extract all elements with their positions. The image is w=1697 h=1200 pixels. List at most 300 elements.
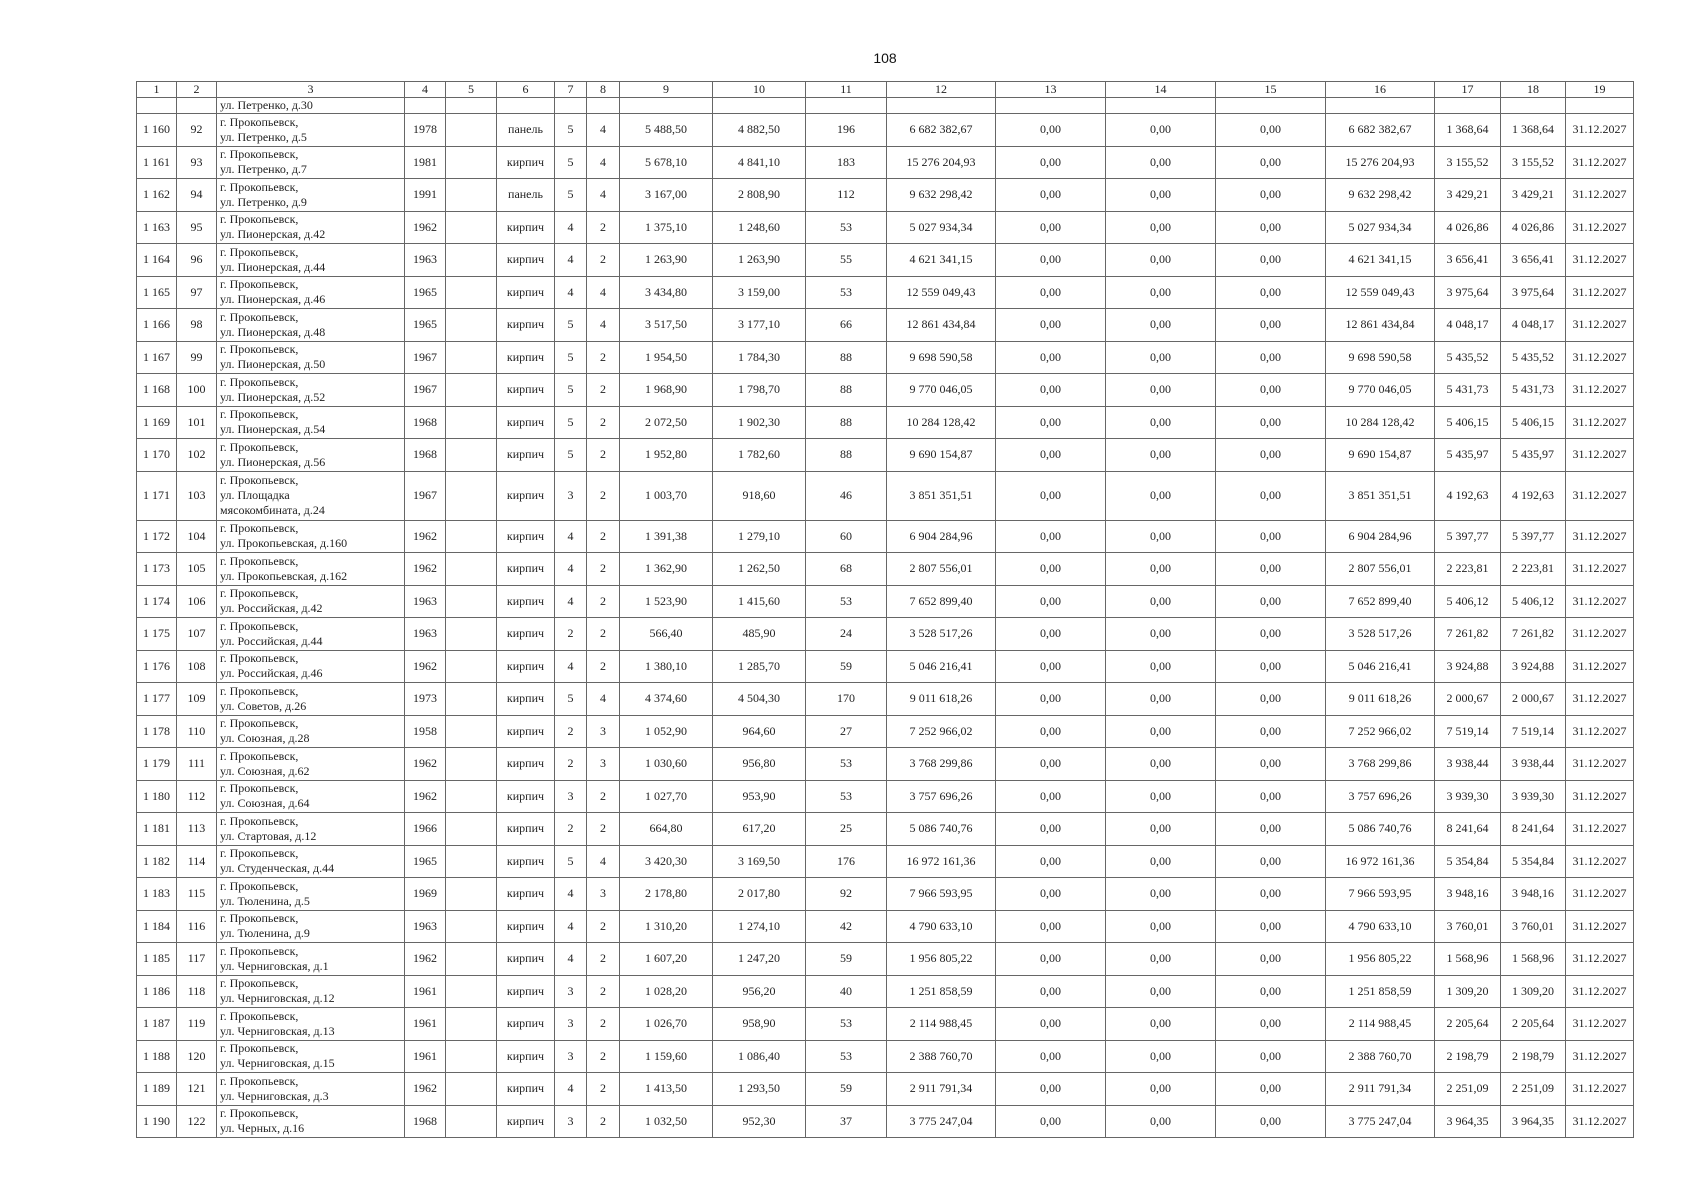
address-line: ул. Черниговская, д.15 xyxy=(220,1056,335,1071)
column16-cell: 16 972 161,36 xyxy=(1326,845,1435,878)
floors-cell: 4 xyxy=(555,1073,587,1106)
address-line: ул. Стартовая, д.12 xyxy=(220,828,317,843)
column13-cell: 0,00 xyxy=(996,471,1106,520)
column18-cell: 4 192,63 xyxy=(1501,471,1566,520)
column18-cell: 2 198,79 xyxy=(1501,1040,1566,1073)
address-cell xyxy=(217,553,405,586)
column-header: 4 xyxy=(405,82,446,98)
column18-cell: 3 924,88 xyxy=(1501,650,1566,683)
entrances-cell: 4 xyxy=(587,179,620,212)
column15-cell: 0,00 xyxy=(1216,585,1326,618)
column14-cell: 0,00 xyxy=(1106,618,1216,651)
table-row xyxy=(137,585,1634,618)
entrances-cell: 2 xyxy=(587,244,620,277)
column12-cell: 7 966 593,95 xyxy=(887,878,996,911)
column11-cell: 40 xyxy=(806,975,887,1008)
column12-cell: 3 757 696,26 xyxy=(887,780,996,813)
address-line: ул. Петренко, д.9 xyxy=(220,194,307,209)
column14-cell: 0,00 xyxy=(1106,244,1216,277)
address-cell xyxy=(217,1073,405,1106)
material-cell: кирпич xyxy=(497,845,555,878)
column14-cell: 0,00 xyxy=(1106,975,1216,1008)
column13-cell: 0,00 xyxy=(996,683,1106,716)
entrances-cell: 2 xyxy=(587,585,620,618)
address-cell xyxy=(217,845,405,878)
year-cell: 1967 xyxy=(405,374,446,407)
column11-cell: 170 xyxy=(806,683,887,716)
column15-cell: 0,00 xyxy=(1216,439,1326,472)
column10-cell: 1 263,90 xyxy=(713,244,806,277)
deadline-cell: 31.12.2027 xyxy=(1566,683,1634,716)
column17-cell: 5 435,52 xyxy=(1435,341,1501,374)
column18-cell: 1 368,64 xyxy=(1501,114,1566,147)
column5-cell xyxy=(446,683,497,716)
column13-cell: 0,00 xyxy=(996,585,1106,618)
table-row xyxy=(137,878,1634,911)
column13-cell: 0,00 xyxy=(996,146,1106,179)
floors-cell: 3 xyxy=(555,1040,587,1073)
column17-cell: 8 241,64 xyxy=(1435,813,1501,846)
column13-cell: 0,00 xyxy=(996,341,1106,374)
column16-cell: 2 807 556,01 xyxy=(1326,553,1435,586)
entrances-cell: 2 xyxy=(587,406,620,439)
row-number-cell: 1 189 xyxy=(137,1073,177,1106)
floors-cell: 5 xyxy=(555,406,587,439)
year-cell: 1968 xyxy=(405,439,446,472)
table-body xyxy=(137,98,1634,1138)
column15-cell: 0,00 xyxy=(1216,211,1326,244)
index-cell: 99 xyxy=(177,341,217,374)
column9-cell: 3 167,00 xyxy=(620,179,713,212)
column16-cell: 3 528 517,26 xyxy=(1326,618,1435,651)
column18-cell: 5 435,52 xyxy=(1501,341,1566,374)
column9-cell: 1 607,20 xyxy=(620,943,713,976)
column13-cell: 0,00 xyxy=(996,618,1106,651)
year-cell: 1962 xyxy=(405,748,446,781)
column11-cell: 88 xyxy=(806,374,887,407)
column12-cell: 5 027 934,34 xyxy=(887,211,996,244)
address-cell xyxy=(217,114,405,147)
address-cell xyxy=(217,276,405,309)
column5-cell xyxy=(446,748,497,781)
column10-cell: 1 902,30 xyxy=(713,406,806,439)
table-row xyxy=(137,975,1634,1008)
column10-cell: 3 169,50 xyxy=(713,845,806,878)
address-line: г. Прокопьевск, xyxy=(220,813,299,828)
deadline-cell: 31.12.2027 xyxy=(1566,1040,1634,1073)
index-cell: 101 xyxy=(177,406,217,439)
address-line: ул. Пионерская, д.46 xyxy=(220,292,326,307)
floors-cell: 4 xyxy=(555,878,587,911)
column5-cell xyxy=(446,211,497,244)
floors-cell: 5 xyxy=(555,114,587,147)
column11-cell: 66 xyxy=(806,309,887,342)
index-cell: 114 xyxy=(177,845,217,878)
column13-cell: 0,00 xyxy=(996,114,1106,147)
material-cell: кирпич xyxy=(497,1008,555,1041)
row-number-cell: 1 162 xyxy=(137,179,177,212)
floors-cell: 3 xyxy=(555,975,587,1008)
column5-cell xyxy=(446,910,497,943)
column11-cell: 176 xyxy=(806,845,887,878)
address-cell xyxy=(217,520,405,553)
column-header: 9 xyxy=(620,82,713,98)
deadline-cell: 31.12.2027 xyxy=(1566,309,1634,342)
deadline-cell: 31.12.2027 xyxy=(1566,845,1634,878)
address-cell xyxy=(217,406,405,439)
table-row xyxy=(137,406,1634,439)
column9-cell: 1 003,70 xyxy=(620,471,713,520)
column10-cell: 4 504,30 xyxy=(713,683,806,716)
column16-cell: 3 851 351,51 xyxy=(1326,471,1435,520)
column18-cell: 2 205,64 xyxy=(1501,1008,1566,1041)
column10-cell: 1 248,60 xyxy=(713,211,806,244)
column-header: 5 xyxy=(446,82,497,98)
index-cell: 110 xyxy=(177,715,217,748)
material-cell: кирпич xyxy=(497,1040,555,1073)
column17-cell: 3 964,35 xyxy=(1435,1105,1501,1138)
column17-cell: 2 198,79 xyxy=(1435,1040,1501,1073)
column11-cell: 46 xyxy=(806,471,887,520)
floors-cell: 2 xyxy=(555,748,587,781)
column5-cell xyxy=(446,813,497,846)
address-line: ул. Пионерская, д.48 xyxy=(220,324,326,339)
column18-cell: 3 656,41 xyxy=(1501,244,1566,277)
floors-cell: 2 xyxy=(555,813,587,846)
column12-cell: 15 276 204,93 xyxy=(887,146,996,179)
address-cell xyxy=(217,439,405,472)
deadline-cell: 31.12.2027 xyxy=(1566,114,1634,147)
entrances-cell: 2 xyxy=(587,520,620,553)
floors-cell: 4 xyxy=(555,553,587,586)
column-header: 8 xyxy=(587,82,620,98)
column9-cell: 1 523,90 xyxy=(620,585,713,618)
column16-cell: 2 911 791,34 xyxy=(1326,1073,1435,1106)
floors-cell: 5 xyxy=(555,374,587,407)
deadline-cell: 31.12.2027 xyxy=(1566,910,1634,943)
column18-cell: 3 429,21 xyxy=(1501,179,1566,212)
column14-cell: 0,00 xyxy=(1106,276,1216,309)
entrances-cell: 3 xyxy=(587,878,620,911)
column9-cell: 566,40 xyxy=(620,618,713,651)
table-row xyxy=(137,309,1634,342)
column18-cell: 3 964,35 xyxy=(1501,1105,1566,1138)
entrances-cell: 4 xyxy=(587,276,620,309)
floors-cell: 5 xyxy=(555,179,587,212)
column14-cell: 0,00 xyxy=(1106,650,1216,683)
column11-cell: 196 xyxy=(806,114,887,147)
column17-cell: 2 223,81 xyxy=(1435,553,1501,586)
column15-cell: 0,00 xyxy=(1216,878,1326,911)
column9-cell: 3 420,30 xyxy=(620,845,713,878)
entrances-cell: 2 xyxy=(587,780,620,813)
column12-cell: 9 770 046,05 xyxy=(887,374,996,407)
year-cell: 1962 xyxy=(405,1073,446,1106)
column15-cell: 0,00 xyxy=(1216,1040,1326,1073)
column14-cell: 0,00 xyxy=(1106,471,1216,520)
table-row xyxy=(137,1008,1634,1041)
deadline-cell: 31.12.2027 xyxy=(1566,471,1634,520)
column12-cell: 12 559 049,43 xyxy=(887,276,996,309)
column12-cell: 2 807 556,01 xyxy=(887,553,996,586)
material-cell: кирпич xyxy=(497,146,555,179)
address-line: ул. Черниговская, д.12 xyxy=(220,991,335,1006)
floors-cell: 5 xyxy=(555,341,587,374)
column11-cell: 60 xyxy=(806,520,887,553)
address-line: ул. Российская, д.44 xyxy=(220,633,323,648)
column16-cell: 9 632 298,42 xyxy=(1326,179,1435,212)
column-header: 14 xyxy=(1106,82,1216,98)
deadline-cell: 31.12.2027 xyxy=(1566,276,1634,309)
index-cell: 95 xyxy=(177,211,217,244)
column17-cell: 1 368,64 xyxy=(1435,114,1501,147)
deadline-cell: 31.12.2027 xyxy=(1566,1105,1634,1138)
column16-cell: 5 086 740,76 xyxy=(1326,813,1435,846)
material-cell: кирпич xyxy=(497,780,555,813)
column13-cell: 0,00 xyxy=(996,943,1106,976)
column18-cell: 5 397,77 xyxy=(1501,520,1566,553)
column9-cell: 5 678,10 xyxy=(620,146,713,179)
column13-cell: 0,00 xyxy=(996,553,1106,586)
address-cell xyxy=(217,146,405,179)
address-line: г. Прокопьевск, xyxy=(220,179,299,194)
address-cell xyxy=(217,585,405,618)
deadline-cell: 31.12.2027 xyxy=(1566,780,1634,813)
row-number-cell: 1 180 xyxy=(137,780,177,813)
floors-cell: 4 xyxy=(555,244,587,277)
entrances-cell: 2 xyxy=(587,650,620,683)
column10-cell: 617,20 xyxy=(713,813,806,846)
column15-cell: 0,00 xyxy=(1216,780,1326,813)
column9-cell: 1 413,50 xyxy=(620,1073,713,1106)
index-cell: 106 xyxy=(177,585,217,618)
year-cell: 1963 xyxy=(405,910,446,943)
index-cell: 113 xyxy=(177,813,217,846)
floors-cell: 5 xyxy=(555,439,587,472)
column17-cell: 3 155,52 xyxy=(1435,146,1501,179)
entrances-cell: 2 xyxy=(587,1008,620,1041)
floors-cell: 3 xyxy=(555,471,587,520)
row-number-cell: 1 177 xyxy=(137,683,177,716)
table-row xyxy=(137,845,1634,878)
column9-cell: 1 310,20 xyxy=(620,910,713,943)
column14-cell: 0,00 xyxy=(1106,1040,1216,1073)
column12-cell: 7 652 899,40 xyxy=(887,585,996,618)
column11-cell: 183 xyxy=(806,146,887,179)
entrances-cell: 2 xyxy=(587,1073,620,1106)
index-cell: 104 xyxy=(177,520,217,553)
material-cell: кирпич xyxy=(497,585,555,618)
column14-cell: 0,00 xyxy=(1106,813,1216,846)
address-line: г. Прокопьевск, xyxy=(220,781,299,796)
address-line: ул. Черниговская, д.3 xyxy=(220,1088,329,1103)
address-cell xyxy=(217,878,405,911)
column15-cell: 0,00 xyxy=(1216,975,1326,1008)
column13-cell: 0,00 xyxy=(996,179,1106,212)
column9-cell: 1 952,80 xyxy=(620,439,713,472)
column12-cell: 1 956 805,22 xyxy=(887,943,996,976)
column10-cell: 1 285,70 xyxy=(713,650,806,683)
entrances-cell: 2 xyxy=(587,975,620,1008)
column15-cell: 0,00 xyxy=(1216,1008,1326,1041)
row-number-cell: 1 169 xyxy=(137,406,177,439)
column-header: 13 xyxy=(996,82,1106,98)
address-cell xyxy=(217,618,405,651)
column-header: 1 xyxy=(137,82,177,98)
column10-cell: 952,30 xyxy=(713,1105,806,1138)
deadline-cell: 31.12.2027 xyxy=(1566,650,1634,683)
column16-cell: 7 966 593,95 xyxy=(1326,878,1435,911)
column15-cell: 0,00 xyxy=(1216,146,1326,179)
row-number-cell: 1 166 xyxy=(137,309,177,342)
column17-cell: 3 948,16 xyxy=(1435,878,1501,911)
year-cell: 1962 xyxy=(405,780,446,813)
table-row xyxy=(137,244,1634,277)
deadline-cell: 31.12.2027 xyxy=(1566,553,1634,586)
column14-cell: 0,00 xyxy=(1106,114,1216,147)
column13-cell: 0,00 xyxy=(996,1073,1106,1106)
address-line: г. Прокопьевск, xyxy=(220,342,299,357)
row-number-cell: 1 176 xyxy=(137,650,177,683)
row-number-cell: 1 187 xyxy=(137,1008,177,1041)
column12-cell: 4 621 341,15 xyxy=(887,244,996,277)
column15-cell: 0,00 xyxy=(1216,715,1326,748)
year-cell: 1969 xyxy=(405,878,446,911)
row-number-cell: 1 173 xyxy=(137,553,177,586)
column5-cell xyxy=(446,276,497,309)
column12-cell: 3 851 351,51 xyxy=(887,471,996,520)
row-number-cell: 1 188 xyxy=(137,1040,177,1073)
column16-cell: 4 621 341,15 xyxy=(1326,244,1435,277)
index-cell: 96 xyxy=(177,244,217,277)
column10-cell: 1 293,50 xyxy=(713,1073,806,1106)
column9-cell: 1 362,90 xyxy=(620,553,713,586)
index-cell: 107 xyxy=(177,618,217,651)
column10-cell: 956,80 xyxy=(713,748,806,781)
address-line: г. Прокопьевск, xyxy=(220,439,299,454)
column14-cell: 0,00 xyxy=(1106,179,1216,212)
column13-cell: 0,00 xyxy=(996,845,1106,878)
index-cell: 98 xyxy=(177,309,217,342)
column5-cell xyxy=(446,715,497,748)
entrances-cell: 2 xyxy=(587,813,620,846)
column14-cell: 0,00 xyxy=(1106,309,1216,342)
year-cell: 1968 xyxy=(405,1105,446,1138)
address-cell xyxy=(217,748,405,781)
column15-cell: 0,00 xyxy=(1216,276,1326,309)
address-line: ул. Союзная, д.64 xyxy=(220,796,310,811)
column15-cell: 0,00 xyxy=(1216,1105,1326,1138)
column12-cell: 10 284 128,42 xyxy=(887,406,996,439)
deadline-cell: 31.12.2027 xyxy=(1566,244,1634,277)
table-row xyxy=(137,553,1634,586)
material-cell: кирпич xyxy=(497,618,555,651)
table-row xyxy=(137,780,1634,813)
column17-cell: 3 938,44 xyxy=(1435,748,1501,781)
address-line: ул. Советов, д.26 xyxy=(220,698,307,713)
deadline-cell: 31.12.2027 xyxy=(1566,813,1634,846)
index-cell: 111 xyxy=(177,748,217,781)
address-line: г. Прокопьевск, xyxy=(220,586,299,601)
material-cell: кирпич xyxy=(497,878,555,911)
column5-cell xyxy=(446,406,497,439)
year-cell: 1962 xyxy=(405,650,446,683)
column13-cell: 0,00 xyxy=(996,715,1106,748)
column14-cell: 0,00 xyxy=(1106,878,1216,911)
column12-cell: 3 768 299,86 xyxy=(887,748,996,781)
table-row xyxy=(137,910,1634,943)
address-line: г. Прокопьевск, xyxy=(220,943,299,958)
column15-cell: 0,00 xyxy=(1216,179,1326,212)
index-cell: 92 xyxy=(177,114,217,147)
index-cell: 122 xyxy=(177,1105,217,1138)
year-cell: 1981 xyxy=(405,146,446,179)
column12-cell: 6 904 284,96 xyxy=(887,520,996,553)
address-line: ул. Прокопьевская, д.162 xyxy=(220,568,348,583)
address-line: ул. Площадка xyxy=(220,488,290,502)
column10-cell: 4 841,10 xyxy=(713,146,806,179)
address-cell xyxy=(217,211,405,244)
column16-cell: 3 775 247,04 xyxy=(1326,1105,1435,1138)
address-line: г. Прокопьевск, xyxy=(220,553,299,568)
row-number-cell: 1 190 xyxy=(137,1105,177,1138)
row-number-cell: 1 181 xyxy=(137,813,177,846)
column9-cell: 1 028,20 xyxy=(620,975,713,1008)
address-cell xyxy=(217,179,405,212)
column10-cell: 1 274,10 xyxy=(713,910,806,943)
deadline-cell: 31.12.2027 xyxy=(1566,585,1634,618)
column13-cell: 0,00 xyxy=(996,374,1106,407)
index-cell: 108 xyxy=(177,650,217,683)
deadline-cell: 31.12.2027 xyxy=(1566,520,1634,553)
address-cell xyxy=(217,374,405,407)
column18-cell: 1 568,96 xyxy=(1501,943,1566,976)
column17-cell: 3 656,41 xyxy=(1435,244,1501,277)
entrances-cell: 2 xyxy=(587,1040,620,1073)
column17-cell: 7 519,14 xyxy=(1435,715,1501,748)
material-cell: кирпич xyxy=(497,813,555,846)
year-cell: 1965 xyxy=(405,845,446,878)
column10-cell: 1 279,10 xyxy=(713,520,806,553)
material-cell: панель xyxy=(497,114,555,147)
deadline-cell: 31.12.2027 xyxy=(1566,748,1634,781)
entrances-cell: 4 xyxy=(587,845,620,878)
column5-cell xyxy=(446,943,497,976)
year-cell: 1991 xyxy=(405,179,446,212)
column17-cell: 4 192,63 xyxy=(1435,471,1501,520)
index-cell: 94 xyxy=(177,179,217,212)
address-line: г. Прокопьевск, xyxy=(220,911,299,926)
column15-cell: 0,00 xyxy=(1216,683,1326,716)
column14-cell: 0,00 xyxy=(1106,211,1216,244)
column14-cell: 0,00 xyxy=(1106,715,1216,748)
year-cell: 1958 xyxy=(405,715,446,748)
column5-cell xyxy=(446,975,497,1008)
column12-cell: 9 632 298,42 xyxy=(887,179,996,212)
column16-cell: 12 559 049,43 xyxy=(1326,276,1435,309)
row-number-cell: 1 171 xyxy=(137,471,177,520)
address-cell xyxy=(217,943,405,976)
column16-cell: 1 251 858,59 xyxy=(1326,975,1435,1008)
column13-cell: 0,00 xyxy=(996,520,1106,553)
column11-cell: 53 xyxy=(806,276,887,309)
entrances-cell: 2 xyxy=(587,471,620,520)
address-line: ул. Пионерская, д.50 xyxy=(220,357,326,372)
column5-cell xyxy=(446,553,497,586)
row-number-cell: 1 183 xyxy=(137,878,177,911)
entrances-cell: 4 xyxy=(587,146,620,179)
year-cell: 1961 xyxy=(405,1040,446,1073)
